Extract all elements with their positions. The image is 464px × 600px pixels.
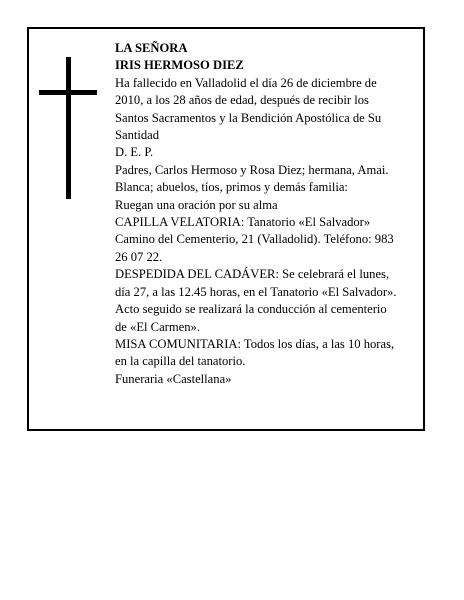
notice-line-death-3: Santos Sacramentos y la Bendición Apostólica de Su [115, 110, 382, 125]
notice-line-chapel-2: Camino del Cementerio, 21 (Valladolid). Teléfono: 983 [115, 232, 394, 247]
notice-line-death-1: Ha fallecido en Valladolid el día 26 de diciembre de [115, 75, 377, 90]
notice-line-dep: D. E. P. [115, 145, 154, 160]
notice-line-funeral-home: Funeraria «Castellana» [115, 371, 232, 386]
notice-text [115, 40, 423, 388]
notice-line-farewell-4: de «El Carmen». [115, 319, 200, 334]
notice-line-farewell-1: DESPEDIDA DEL CADÁVER: Se celebrará el lunes, [115, 267, 390, 282]
notice-title: LA SEÑORA [115, 41, 188, 55]
notice-line-farewell-2: día 27, a las 12.45 horas, en el Tanatorio «El Salvador». [115, 284, 397, 299]
obituary-notice [27, 27, 425, 431]
notice-line-mass-2: en la capilla del tanatorio. [115, 354, 246, 369]
notice-line-chapel-3: 26 07 22. [115, 249, 163, 264]
notice-line-farewell-3: Acto seguido se realizará la conducción al cementerio [115, 302, 387, 317]
notice-line-death-2: 2010, a los 28 años de edad, después de recibir los [115, 93, 369, 108]
cross-icon [39, 57, 97, 199]
cross-horizontal-bar [39, 90, 97, 95]
notice-line-family-1: Padres, Carlos Hermoso y Rosa Diez; hermana, Amai. [115, 162, 389, 177]
notice-line-family-2: Blanca; abuelos, tíos, primos y demás familia: [115, 180, 348, 195]
notice-line-chapel-1: CAPILLA VELATORIA: Tanatorio «El Salvador» [115, 215, 371, 230]
cross-vertical-bar [66, 57, 71, 199]
notice-line-mass-1: MISA COMUNITARIA: Todos los días, a las 10 horas, [115, 336, 395, 351]
deceased-name: IRIS HERMOSO DIEZ [115, 58, 244, 73]
notice-line-prayer: Ruegan una oración por su alma [115, 197, 278, 212]
notice-line-death-4: Santidad [115, 128, 160, 143]
